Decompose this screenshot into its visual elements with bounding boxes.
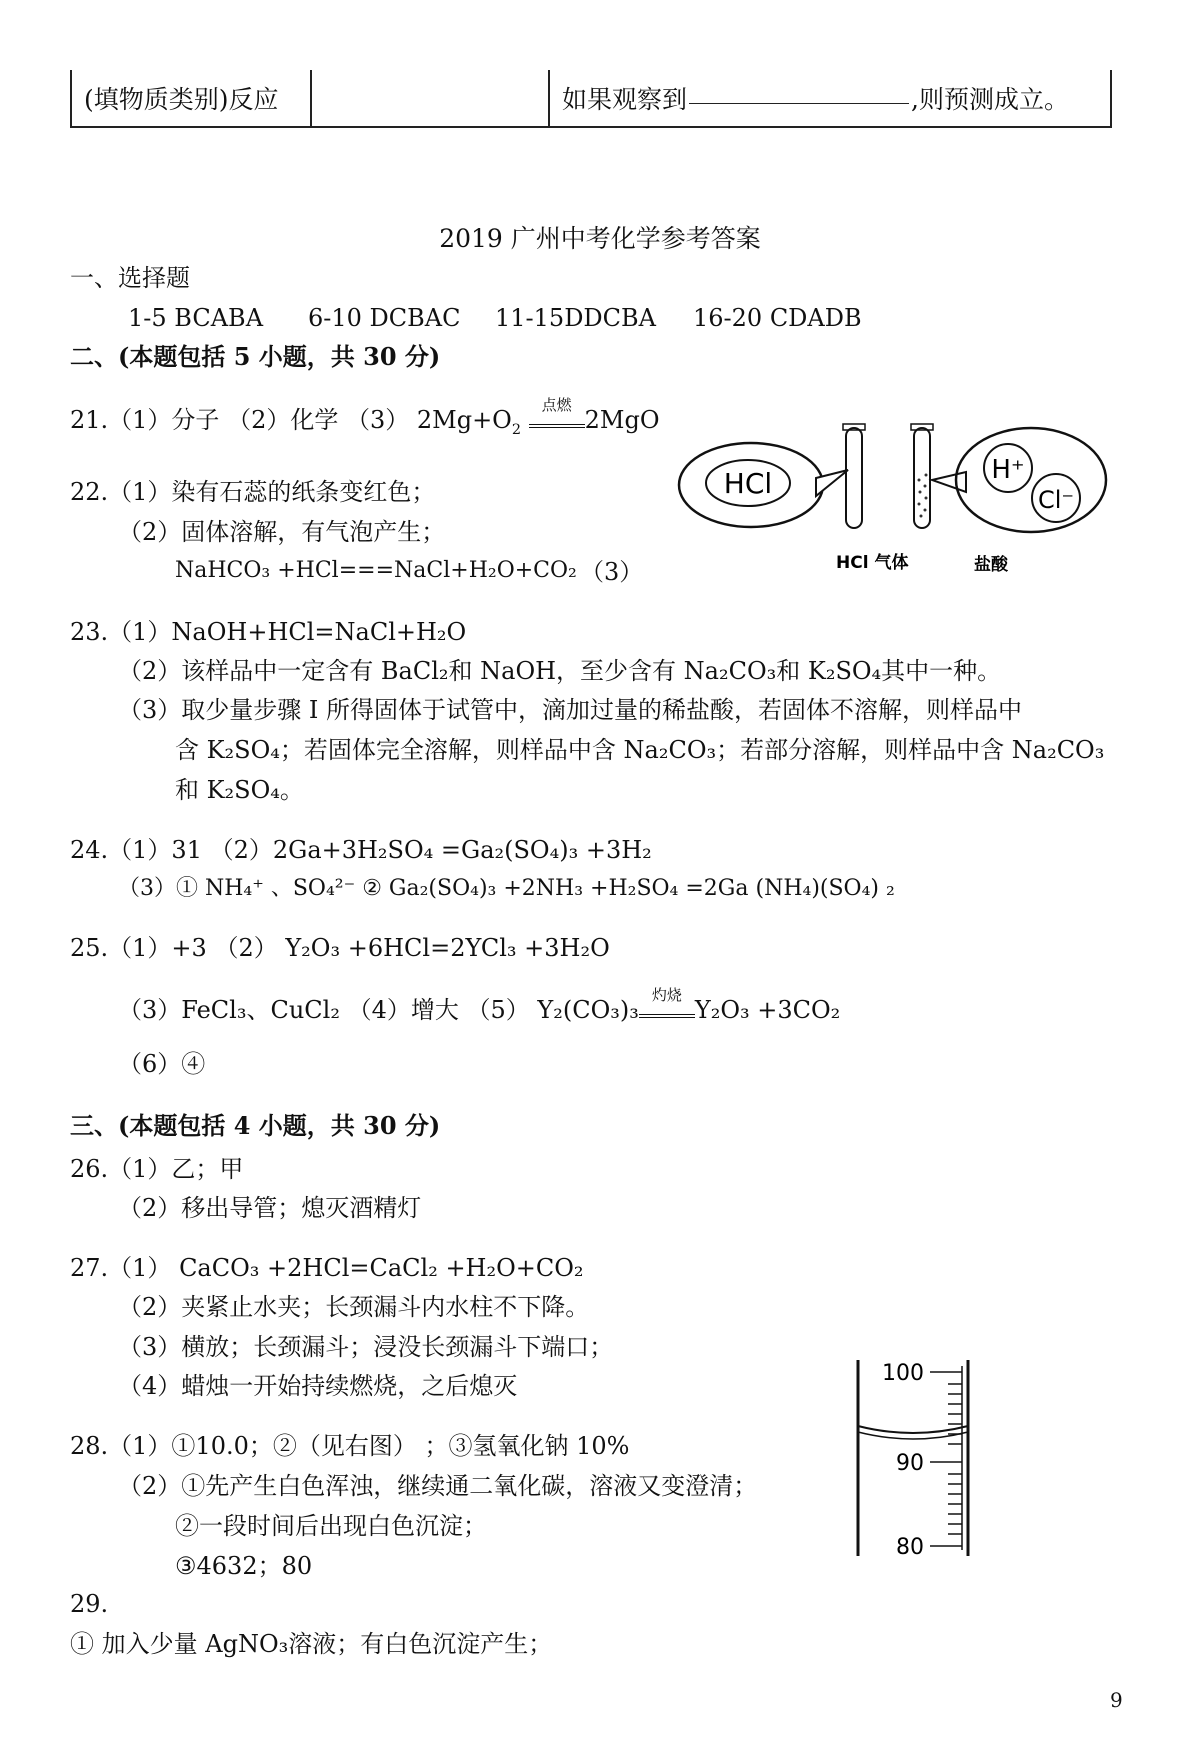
q21-text: 21.（1）分子 （2）化学 （3） 2Mg+O bbox=[70, 406, 512, 434]
test-tube-acid bbox=[914, 428, 930, 528]
q29-line1: 29. bbox=[70, 1590, 109, 1618]
acid-bubble bbox=[956, 428, 1106, 532]
caption-acid: 盐酸 bbox=[974, 555, 1008, 575]
q23-line3: （3）取少量步骤 I 所得固体于试管中，滴加过量的稀盐酸，若固体不溶解，则样品中 bbox=[118, 696, 1023, 724]
q27-line3: （3）横放；长颈漏斗；浸没长颈漏斗下端口； bbox=[118, 1333, 614, 1361]
answer-1-5: 1-5 BCABA bbox=[128, 304, 264, 332]
q23-line5: 和 K₂SO₄。 bbox=[175, 776, 304, 804]
q26-line2: （2）移出导管；熄灭酒精灯 bbox=[118, 1194, 422, 1222]
q22-line1: 22.（1）染有石蕊的纸条变红色； bbox=[70, 478, 436, 506]
graduated-cylinder bbox=[848, 1358, 978, 1558]
tick-label-90: 90 bbox=[896, 1451, 924, 1476]
q28-line4: ③4632；80 bbox=[175, 1552, 313, 1580]
caption-hcl-gas: HCl 气体 bbox=[836, 553, 909, 573]
q27-line4: （4）蜡烛一开始持续燃烧，之后熄灭 bbox=[118, 1372, 518, 1400]
answer-6-10: 6-10 DCBAC bbox=[308, 304, 461, 332]
q21-product: 2MgO bbox=[584, 406, 660, 434]
q23-line2: （2）该样品中一定含有 BaCl₂和 NaOH，至少含有 Na₂CO₃和 K₂SO₄其中一种。 bbox=[118, 657, 1002, 685]
table-cell-category: (填物质类别)反应 bbox=[71, 70, 311, 127]
section3-heading: 三、(本题包括 4 小题，共 30 分) bbox=[70, 1111, 441, 1140]
section1-heading: 一、选择题 bbox=[70, 264, 190, 292]
q25-line1: 25.（1）+3 （2） Y₂O₃ +6HCl=2YCl₃ +3H₂O bbox=[70, 934, 610, 962]
q25-product: Y₂O₃ +3CO₂ bbox=[694, 996, 841, 1024]
table-cell-empty bbox=[311, 70, 549, 127]
page-number: 9 bbox=[1110, 1688, 1123, 1712]
h-ion-label: H⁺ bbox=[991, 455, 1025, 485]
q28-line3: ②一段时间后出现白色沉淀； bbox=[175, 1512, 487, 1540]
table-cell-prediction bbox=[549, 70, 1111, 127]
top-table bbox=[70, 70, 1112, 128]
condition-label: 点燃 bbox=[541, 396, 572, 414]
cl-ion-label: Cl⁻ bbox=[1037, 486, 1075, 514]
acid-dots bbox=[918, 474, 928, 518]
q22-line2: （2）固体溶解，有气泡产生； bbox=[118, 518, 446, 546]
q28-line1: 28.（1）①10.0；②（见右图） ；③氢氧化钠 10% bbox=[70, 1432, 630, 1460]
page-title: 2019 广州中考化学参考答案 bbox=[439, 224, 761, 253]
meniscus bbox=[858, 1426, 968, 1433]
test-tube-gas bbox=[846, 428, 862, 528]
q26-line1: 26.（1）乙；甲 bbox=[70, 1155, 244, 1183]
answer-11-15: 11-15DDCBA bbox=[495, 304, 657, 332]
q25-line2-text: （3）FeCl₃、CuCl₂ （4）增大 （5） Y₂(CO₃)₃ bbox=[118, 996, 639, 1024]
q24-line1: 24.（1）31 （2）2Ga+3H₂SO₄ =Ga₂(SO₄)₃ +3H₂ bbox=[70, 836, 652, 864]
answer-16-20: 16-20 CDADB bbox=[693, 304, 862, 332]
q27-line2: （2）夹紧止水夹；长颈漏斗内水柱不下降。 bbox=[118, 1293, 590, 1321]
hcl-label: HCl bbox=[723, 467, 773, 500]
q27-line1: 27.（1） CaCO₃ +2HCl=CaCl₂ +H₂O+CO₂ bbox=[70, 1254, 584, 1282]
reaction-condition bbox=[639, 986, 695, 1018]
q22-line3b: （3） bbox=[580, 558, 644, 586]
table-row bbox=[71, 70, 1111, 127]
q21: 21.（1）分子 （2）化学 （3） $2Mg+O_2$ 点燃 2MgO bbox=[70, 396, 660, 438]
q25-line2 bbox=[118, 986, 841, 1025]
q23-line4: 含 K₂SO₄；若固体完全溶解，则样品中含 Na₂CO₃；若部分溶解，则样品中含 Na₂CO₃ bbox=[175, 736, 1105, 764]
prediction-suffix: ,则预测成立。 bbox=[911, 85, 1069, 114]
tick-label-100: 100 bbox=[882, 1361, 924, 1386]
blank-line bbox=[689, 103, 909, 104]
hcl-diagram bbox=[676, 420, 1126, 580]
q23-line1: 23.（1）NaOH+HCl=NaCl+H₂O bbox=[70, 618, 467, 646]
prediction-prefix: 如果观察到 bbox=[562, 85, 688, 114]
tick-label-80: 80 bbox=[896, 1535, 924, 1558]
q24-line2: （3）① NH₄⁺ 、SO₄²⁻ ② Ga₂(SO₄)₃ +2NH₃ +H₂SO₄ =2Ga (NH₄)(SO₄) ₂ bbox=[118, 876, 895, 901]
condition-label: 灼烧 bbox=[651, 986, 682, 1004]
q29-line2: ① 加入少量 AgNO₃溶液；有白色沉淀产生； bbox=[70, 1630, 553, 1658]
q22-line3: NaHCO₃ +HCl===NaCl+H₂O+CO₂ bbox=[175, 558, 577, 583]
q25-line3: （6）④ bbox=[118, 1050, 206, 1078]
reaction-condition bbox=[529, 396, 585, 428]
section2-heading: 二、(本题包括 5 小题，共 30 分) bbox=[70, 342, 441, 371]
q28-line2: （2）①先产生白色浑浊，继续通二氧化碳，溶液又变澄清； bbox=[118, 1472, 758, 1500]
scale-ticks bbox=[930, 1372, 962, 1546]
